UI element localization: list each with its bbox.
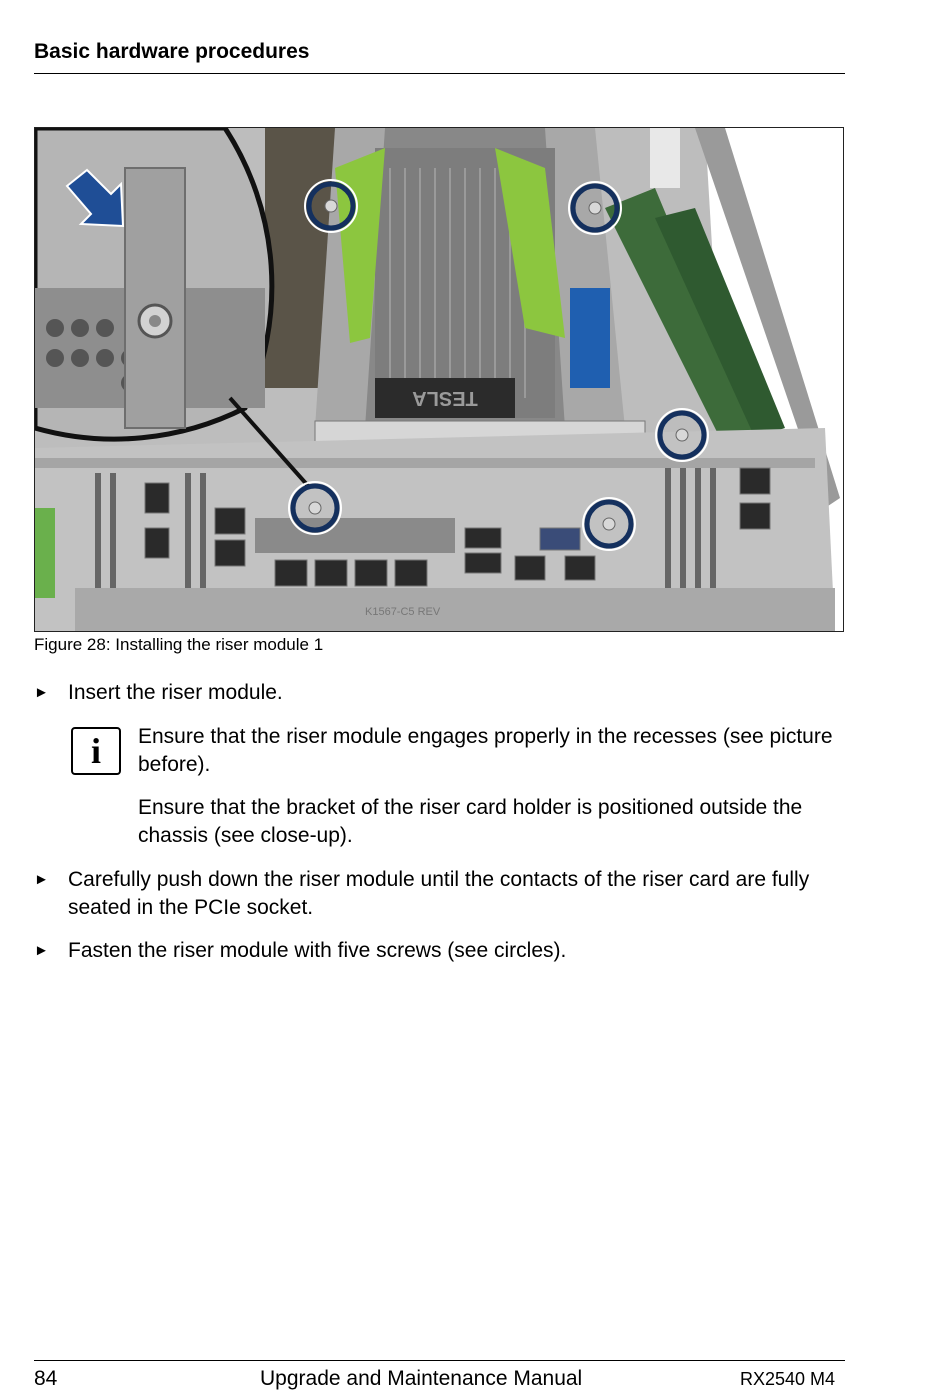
info-icon: i bbox=[71, 727, 121, 775]
bullet-arrow-icon: ► bbox=[34, 942, 49, 959]
model-name: RX2540 M4 bbox=[740, 1369, 836, 1389]
info-note: Ensure that the riser module engages properly in the recesses (see picture before). bbox=[138, 725, 833, 776]
bullet-arrow-icon: ► bbox=[34, 871, 49, 888]
footer-rule bbox=[34, 1360, 845, 1361]
figure-caption: Figure 28: Installing the riser module 1 bbox=[34, 635, 324, 654]
board-label: K1567-C5 REV bbox=[365, 606, 441, 618]
step-text: Insert the riser module. bbox=[68, 681, 283, 704]
page-header-title: Basic hardware procedures bbox=[34, 40, 310, 63]
manual-title: Upgrade and Maintenance Manual bbox=[260, 1367, 583, 1390]
step-text: Fasten the riser module with five screws (see circles). bbox=[68, 939, 567, 962]
gpu-label: TESLA bbox=[412, 387, 478, 409]
figure-installing-riser-module bbox=[34, 127, 844, 632]
page-number: 84 bbox=[34, 1367, 58, 1390]
server-photo bbox=[35, 128, 844, 632]
header-rule bbox=[34, 73, 845, 74]
bullet-arrow-icon: ► bbox=[34, 684, 49, 701]
info-note: Ensure that the bracket of the riser card holder is positioned outside the chassis (see close-up). bbox=[138, 796, 803, 847]
step-text: Carefully push down the riser module until the contacts of the riser card are fully seated in the PCIe socket. bbox=[68, 868, 810, 919]
